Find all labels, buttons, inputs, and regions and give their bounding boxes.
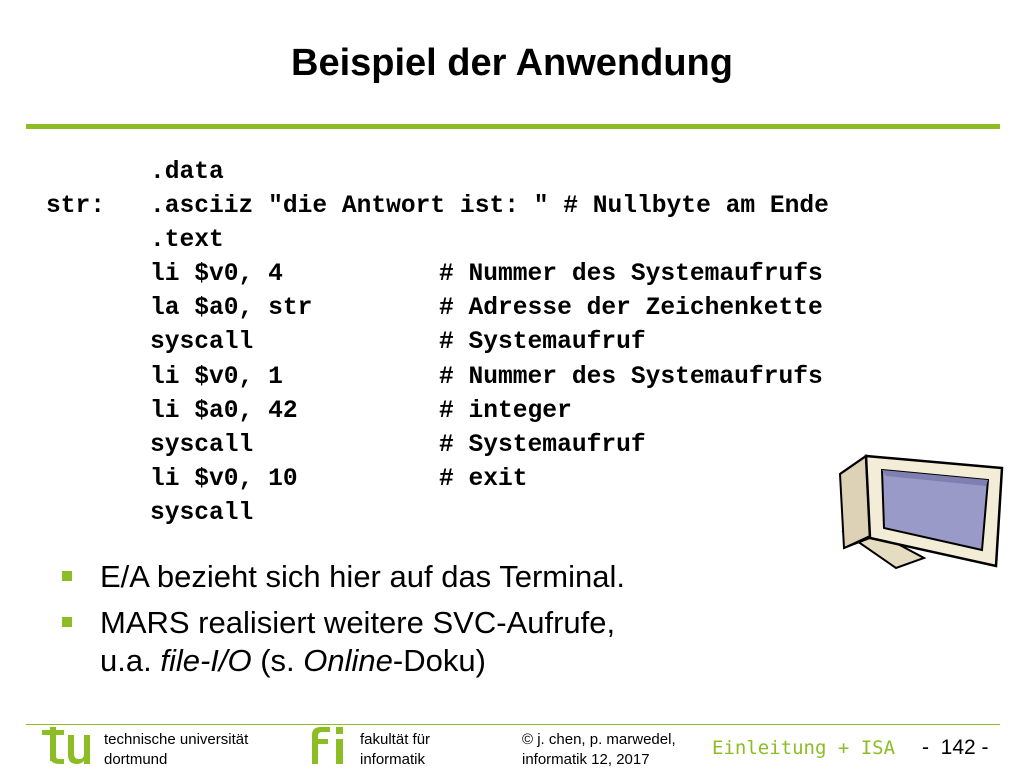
bullet-list — [60, 558, 740, 688]
code-instruction: .data — [150, 159, 224, 186]
bullet-text-emphasis: file-I/O — [160, 643, 252, 678]
code-comment: # Nummer des Systemaufrufs — [439, 363, 823, 391]
code-comment: # integer — [439, 397, 572, 425]
fi-logo-icon — [306, 727, 352, 765]
code-instruction: li $v0, 1 — [150, 363, 283, 391]
code-instruction: li $v0, 4 — [150, 261, 283, 289]
computer-monitor-icon — [826, 440, 1006, 570]
bullet-text: MARS realisiert weitere SVC-Aufrufe, — [100, 605, 616, 640]
bullet-square-icon — [62, 571, 72, 581]
bullet-item — [60, 558, 740, 596]
code-instruction: .asciiz "die Antwort ist: " # Nullbyte am Ende — [150, 193, 829, 221]
tu-logo-icon — [42, 727, 94, 765]
faculty-name — [360, 730, 430, 770]
code-instruction: syscall — [150, 329, 254, 357]
bullet-square-icon — [62, 617, 72, 627]
code-comment: # Systemaufruf — [439, 329, 646, 357]
footer-divider — [26, 724, 1000, 725]
page-number: - 142 - — [922, 736, 989, 759]
faculty-line: informatik — [360, 751, 426, 768]
code-comment: # exit — [439, 465, 528, 493]
code-comment: # Nummer des Systemaufrufs — [439, 261, 823, 289]
bullet-text: E/A bezieht sich hier auf das Terminal. — [100, 559, 625, 594]
bullet-text-continued — [100, 642, 740, 680]
university-name — [104, 730, 248, 770]
code-instruction: syscall — [150, 499, 254, 527]
slide-title: Beispiel der Anwendung — [291, 42, 733, 84]
code-comment: # Systemaufruf — [439, 431, 646, 459]
code-instruction: syscall — [150, 431, 254, 459]
code-label: str: — [46, 193, 106, 221]
faculty-line: fakultät für — [360, 731, 431, 748]
code-comment: # Adresse der Zeichenkette — [439, 295, 823, 323]
copyright-line: informatik 12, 2017 — [522, 751, 650, 768]
code-instruction: la $a0, str — [150, 295, 313, 323]
code-instruction: .text — [150, 227, 224, 255]
code-instruction: li $v0, 10 — [150, 465, 298, 493]
bullet-text-part: (s. — [251, 643, 304, 678]
footer-topic: Einleitung + ISA — [712, 737, 896, 759]
bullet-item — [60, 604, 740, 680]
title-divider — [26, 124, 1000, 129]
bullet-text-part: u.a. — [100, 643, 161, 678]
code-instruction: li $a0, 42 — [150, 397, 298, 425]
bullet-text-part: -Doku) — [392, 643, 486, 678]
copyright-line: © j. chen, p. marwedel, — [522, 731, 676, 748]
university-line: technische universität — [104, 731, 249, 748]
university-line: dortmund — [104, 751, 168, 768]
copyright-notice — [522, 730, 676, 770]
bullet-text-emphasis: Online — [303, 643, 393, 678]
